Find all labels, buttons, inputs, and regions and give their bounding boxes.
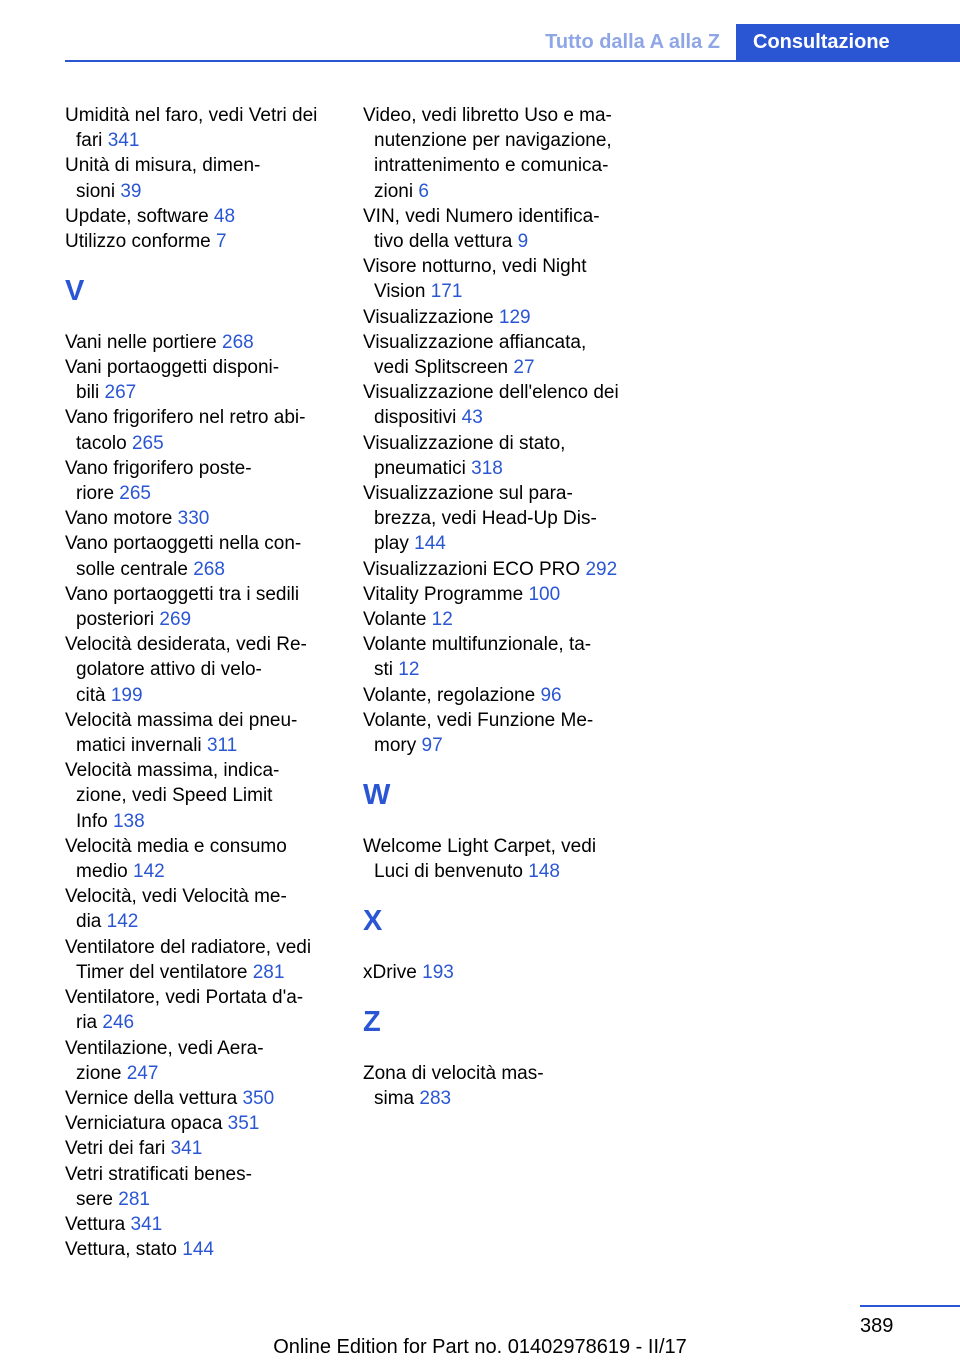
index-entry-text: Visualizzazione bbox=[363, 306, 499, 328]
index-entry bbox=[65, 884, 345, 934]
index-entry-text: fari bbox=[76, 130, 108, 152]
index-entry bbox=[65, 708, 345, 758]
index-entry bbox=[65, 1237, 345, 1262]
page-reference-link[interactable]: 138 bbox=[112, 810, 145, 832]
page-reference-link[interactable]: 27 bbox=[513, 357, 535, 379]
header-divider bbox=[65, 60, 960, 62]
index-entry-text: Vano portaoggetti nella con- bbox=[65, 533, 302, 555]
index-entry-text: Video, vedi libretto Uso e ma- bbox=[363, 105, 612, 126]
index-letter-heading: Z bbox=[363, 1006, 381, 1039]
index-entry-text: sere bbox=[76, 1188, 119, 1210]
index-entry bbox=[363, 330, 643, 380]
index-entry-text: vedi Splitscreen bbox=[374, 357, 514, 379]
index-entry bbox=[363, 632, 643, 682]
index-entry-text: Ventilatore del radiatore, vedi bbox=[65, 936, 312, 958]
index-entry bbox=[65, 935, 345, 985]
index-entry-text: Unità di misura, dimen- bbox=[65, 155, 261, 177]
index-letter-heading: V bbox=[65, 275, 85, 308]
index-entry-text: Volante multifunzionale, ta- bbox=[363, 634, 592, 656]
page-reference-link[interactable]: 100 bbox=[528, 583, 561, 605]
index-entry-text: Vernice della vettura bbox=[65, 1087, 243, 1109]
page-reference-link[interactable]: 12 bbox=[431, 609, 453, 631]
page-reference-link[interactable]: 350 bbox=[242, 1087, 275, 1109]
index-entry-text: Utilizzo conforme bbox=[65, 231, 216, 253]
index-letter-heading: W bbox=[363, 779, 391, 812]
index-entry bbox=[65, 355, 345, 405]
index-entry-text: Visualizzazioni ECO PRO bbox=[363, 558, 586, 580]
index-entry bbox=[363, 204, 643, 254]
page-reference-link[interactable]: 7 bbox=[216, 231, 227, 253]
index-entry-text: Vano frigorifero nel retro abi- bbox=[65, 407, 306, 429]
index-entry-text: golatore attivo di velo- bbox=[76, 659, 262, 681]
index-entry-text: Info bbox=[76, 810, 113, 832]
index-entry-text: sima bbox=[374, 1087, 420, 1109]
index-entry-text: Visualizzazione di stato, bbox=[363, 432, 566, 454]
index-entry-text: Welcome Light Carpet, vedi bbox=[363, 835, 597, 857]
index-entry bbox=[363, 481, 643, 557]
index-entry bbox=[65, 405, 345, 455]
page-header bbox=[0, 0, 960, 62]
index-entry-text: tivo della vettura bbox=[374, 231, 518, 253]
index-entry-text: Vetri dei fari bbox=[65, 1138, 171, 1160]
page-reference-link[interactable]: 144 bbox=[414, 533, 446, 555]
index-entry bbox=[65, 204, 345, 229]
index-entry bbox=[65, 1162, 345, 1212]
index-entry-text: bili bbox=[76, 382, 105, 404]
page-reference-link[interactable]: 330 bbox=[177, 508, 210, 530]
index-entry bbox=[363, 254, 643, 304]
index-entry-text: medio bbox=[76, 861, 134, 883]
index-entry-text: Vani nelle portiere bbox=[65, 331, 223, 353]
page-reference-link[interactable]: 268 bbox=[193, 558, 225, 580]
index-entry-text: Vano portaoggetti tra i sedili bbox=[65, 583, 300, 605]
index-entry bbox=[65, 1212, 345, 1237]
index-entry-text: pneumatici bbox=[374, 457, 472, 479]
page-reference-link[interactable]: 142 bbox=[106, 911, 139, 933]
page-reference-link[interactable]: 148 bbox=[528, 861, 560, 883]
index-entry-text: Visualizzazione sul para- bbox=[363, 483, 573, 505]
page-reference-link[interactable]: 246 bbox=[102, 1012, 135, 1034]
index-entry-text: mory bbox=[374, 735, 422, 757]
index-entry bbox=[65, 103, 345, 153]
index-entry-text: xDrive bbox=[363, 961, 423, 983]
index-entry bbox=[363, 380, 643, 430]
index-entry bbox=[363, 305, 643, 330]
index-entry-text: zioni bbox=[374, 180, 419, 202]
page-reference-link[interactable]: 142 bbox=[133, 861, 165, 883]
index-entry-text: Visore notturno, vedi Night bbox=[363, 256, 587, 278]
index-entry-text: Vano motore bbox=[65, 508, 178, 530]
index-entry-text: nutenzione per navigazione, bbox=[374, 130, 612, 152]
page-number: 389 bbox=[860, 1315, 894, 1337]
index-entry-text: Velocità desiderata, vedi Re- bbox=[65, 634, 307, 656]
index-entry-text: cità bbox=[76, 684, 111, 706]
index-entry-text: Zona di velocità mas- bbox=[363, 1062, 544, 1084]
index-entry bbox=[363, 607, 643, 632]
index-entry-text: Velocità massima dei pneu- bbox=[65, 709, 298, 731]
index-entry-text: solle centrale bbox=[76, 558, 194, 580]
index-entry bbox=[363, 708, 643, 758]
index-entry-text: Volante bbox=[363, 609, 432, 631]
index-entry-text: Update, software bbox=[65, 205, 214, 227]
index-entry-text: VIN, vedi Numero identifica- bbox=[363, 205, 600, 227]
index-entry-text: Vano frigorifero poste- bbox=[65, 457, 252, 479]
index-entry-text: intrattenimento e comunica- bbox=[374, 155, 609, 177]
index-column-right bbox=[363, 103, 643, 1111]
index-entry-text: sioni bbox=[76, 180, 121, 202]
page-reference-link[interactable]: 265 bbox=[131, 432, 164, 454]
page-reference-link[interactable]: 269 bbox=[159, 609, 192, 631]
edition-note: Online Edition for Part no. 01402978619 - II/17 bbox=[273, 1336, 687, 1358]
index-entry bbox=[363, 683, 643, 708]
page-reference-link[interactable]: 265 bbox=[119, 483, 151, 505]
index-entry bbox=[65, 229, 345, 254]
index-entry bbox=[363, 431, 643, 481]
index-entry-text: Visualizzazione affiancata, bbox=[363, 331, 587, 353]
index-entry bbox=[65, 1086, 345, 1111]
index-entry-text: play bbox=[374, 533, 415, 555]
index-entry-text: Volante, regolazione bbox=[363, 684, 541, 706]
index-entry-text: Timer del ventilatore bbox=[76, 961, 253, 983]
page-reference-link[interactable]: 9 bbox=[517, 231, 529, 253]
index-entry-text: dispositivi bbox=[374, 407, 462, 429]
index-entry-text: Vettura bbox=[65, 1213, 131, 1235]
index-entry bbox=[65, 758, 345, 834]
page-reference-link[interactable]: 283 bbox=[419, 1087, 452, 1109]
page-reference-link[interactable]: 96 bbox=[540, 684, 562, 706]
page-reference-link[interactable]: 6 bbox=[418, 180, 429, 202]
section-title: Tutto dalla A alla Z bbox=[545, 31, 720, 53]
page-reference-link[interactable]: 341 bbox=[170, 1138, 203, 1160]
index-entry-text: ria bbox=[76, 1012, 103, 1034]
index-letter-heading: X bbox=[363, 905, 383, 938]
page-reference-link[interactable]: 144 bbox=[182, 1239, 214, 1261]
page-reference-link[interactable]: 318 bbox=[471, 457, 503, 479]
index-entry-text: Vettura, stato bbox=[65, 1239, 183, 1261]
index-entry-text: Umidità nel faro, vedi Vetri dei bbox=[65, 105, 318, 126]
index-column-left bbox=[65, 103, 345, 1262]
page-reference-link[interactable]: 199 bbox=[110, 684, 143, 706]
index-entry bbox=[65, 153, 345, 203]
index-entry bbox=[65, 1111, 345, 1136]
index-entry-text: zione bbox=[76, 1062, 127, 1084]
page-reference-link[interactable]: 43 bbox=[461, 407, 483, 429]
index-entry-text: Luci di benvenuto bbox=[374, 861, 529, 883]
page-reference-link[interactable]: 351 bbox=[227, 1113, 260, 1135]
index-entry-text: brezza, vedi Head-Up Dis- bbox=[374, 508, 597, 530]
index-entry-text: Vani portaoggetti disponi- bbox=[65, 357, 280, 379]
index-entry bbox=[363, 834, 643, 884]
page-reference-link[interactable]: 281 bbox=[118, 1188, 150, 1210]
footer-divider bbox=[860, 1305, 960, 1307]
index-entry bbox=[65, 582, 345, 632]
index-entry bbox=[65, 531, 345, 581]
index-entry bbox=[65, 330, 345, 355]
index-entry-text: sti bbox=[374, 659, 399, 681]
index-entry-text: dia bbox=[76, 911, 107, 933]
page-reference-link[interactable]: 129 bbox=[498, 306, 531, 328]
chapter-tab[interactable]: Consultazione bbox=[736, 24, 960, 60]
page-reference-link[interactable]: 39 bbox=[120, 180, 142, 202]
index-entry-text: zione, vedi Speed Limit bbox=[76, 785, 273, 807]
index-entry-text: riore bbox=[76, 483, 120, 505]
index-entry-text: Volante, vedi Funzione Me- bbox=[363, 709, 594, 731]
index-entry bbox=[363, 582, 643, 607]
page-reference-link[interactable]: 267 bbox=[104, 382, 137, 404]
page-reference-link[interactable]: 48 bbox=[213, 205, 236, 227]
index-entry bbox=[363, 1061, 643, 1111]
index-entry-text: Velocità, vedi Velocità me- bbox=[65, 886, 287, 908]
index-entry bbox=[65, 456, 345, 506]
index-entry bbox=[65, 1036, 345, 1086]
page-reference-link[interactable]: 97 bbox=[421, 735, 443, 757]
index-entry-text: matici invernali bbox=[76, 735, 207, 757]
index-entry-text: Velocità massima, indica- bbox=[65, 760, 280, 782]
index-entry-text: Verniciatura opaca bbox=[65, 1113, 228, 1135]
index-entry bbox=[363, 557, 643, 582]
page-reference-link[interactable]: 341 bbox=[107, 130, 140, 152]
index-entry-text: Vision bbox=[374, 281, 431, 303]
index-entry bbox=[65, 1136, 345, 1161]
index-entry-text: Visualizzazione dell'elenco dei bbox=[363, 382, 619, 404]
index-entry bbox=[65, 632, 345, 708]
page-reference-link[interactable]: 247 bbox=[126, 1062, 159, 1084]
page-reference-link[interactable]: 311 bbox=[206, 735, 238, 757]
index-entry-text: Vetri stratificati benes- bbox=[65, 1163, 252, 1185]
page-reference-link[interactable]: 171 bbox=[430, 281, 463, 303]
page-reference-link[interactable]: 292 bbox=[585, 558, 618, 580]
index-entry-text: Ventilazione, vedi Aera- bbox=[65, 1037, 264, 1059]
index-entry-text: tacolo bbox=[76, 432, 132, 454]
index-entry-text: Vitality Programme bbox=[363, 583, 529, 605]
page-reference-link[interactable]: 12 bbox=[398, 659, 420, 681]
index-entry-text: Ventilatore, vedi Portata d'a- bbox=[65, 987, 304, 1009]
page-reference-link[interactable]: 281 bbox=[252, 961, 285, 983]
index-entry bbox=[363, 103, 643, 204]
page-reference-link[interactable]: 268 bbox=[222, 331, 254, 353]
index-entry bbox=[363, 960, 643, 985]
page-reference-link[interactable]: 341 bbox=[130, 1213, 163, 1235]
index-entry bbox=[65, 506, 345, 531]
index-entry bbox=[65, 834, 345, 884]
index-entry bbox=[65, 985, 345, 1035]
index-entry-text: posteriori bbox=[76, 609, 160, 631]
index-entry-text: Velocità media e consumo bbox=[65, 835, 287, 857]
page-reference-link[interactable]: 193 bbox=[422, 961, 454, 983]
